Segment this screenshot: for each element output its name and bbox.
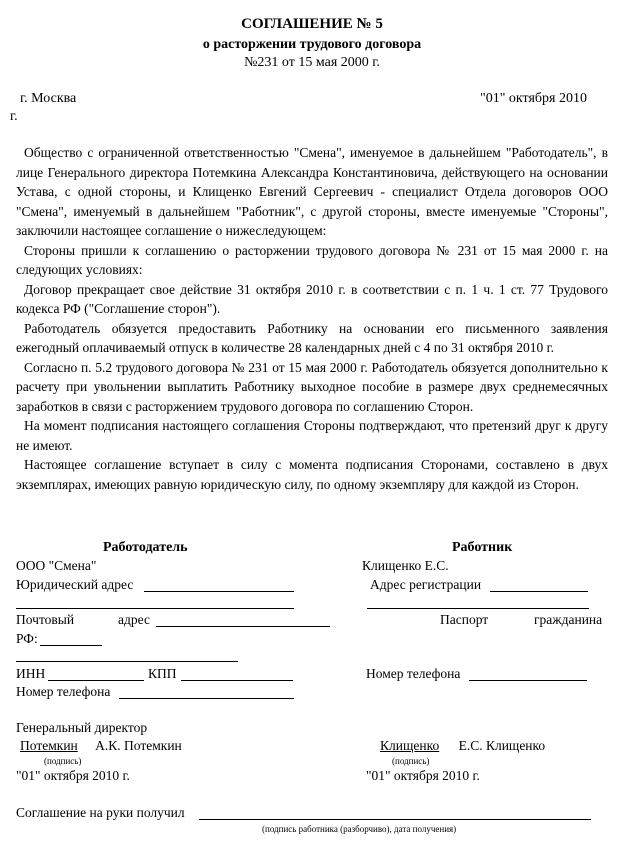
paragraph-terms-intro: Стороны пришли к соглашению о расторжении трудового договора № 231 от 15 мая 2000 г. на следующих условиях: xyxy=(16,242,608,277)
paragraph-no-claims: На момент подписания настоящего соглашения Стороны подтверждают, что претензий друг к другу не имеют. xyxy=(16,418,608,453)
employee-name: Клищенко Е.С. xyxy=(362,558,449,573)
receipt-signature-line[interactable] xyxy=(199,819,591,820)
paragraph-severance: Согласно п. 5.2 трудового договора № 231 от 15 мая 2000 г. Работодатель обязуется дополнительно к расчету при увольнении выплатить Работнику выходное пособие в размере двух среднемесячных заработков в связи с расторжением трудового договора по соглашению Сторон. xyxy=(16,359,608,414)
employee-date: "01" октября 2010 г. xyxy=(366,768,480,783)
employee-sign-caption: (подпись) xyxy=(392,756,430,766)
paragraph-termination: Договор прекращает свое действие 31 октября 2010 г. в соответствии с п. 1 ч. 1 ст. 77 Трудового кодекса РФ ("Соглашение сторон"). xyxy=(16,281,608,316)
employee-phone-line[interactable] xyxy=(469,680,587,681)
registration-label: Адрес регистрации xyxy=(370,577,482,592)
employer-date: "01" октября 2010 г. xyxy=(16,768,130,783)
employee-signature[interactable] xyxy=(366,738,545,754)
citizen-label: гражданина xyxy=(534,612,603,627)
postal-address-line[interactable] xyxy=(156,626,330,627)
employer-signature-value: Потемкин xyxy=(20,738,78,753)
legal-address-line[interactable] xyxy=(144,591,294,592)
agreement-body xyxy=(16,143,608,494)
employer-signature-name: А.К. Потемкин xyxy=(95,738,182,753)
document-title: СОГЛАШЕНИЕ № 5 xyxy=(241,16,383,32)
employee-signature-value: Клищенко xyxy=(380,738,440,753)
employer-heading: Работодатель xyxy=(103,540,188,555)
city: г. Москва xyxy=(20,91,77,106)
employer-blank-line[interactable] xyxy=(16,661,238,662)
employer-sign-caption: (подпись) xyxy=(44,756,82,766)
passport-label: Паспорт xyxy=(440,612,489,627)
employer-name: ООО "Смена" xyxy=(16,558,97,573)
document-subtitle: о расторжении трудового договора xyxy=(202,37,422,52)
paragraph-effective: Настоящее соглашение вступает в силу с момента подписания Сторонами, составлено в двух экземплярах, имеющих равную юридическую силу, по одному экземпляру для каждой из Сторон. xyxy=(16,457,608,492)
registration-line[interactable] xyxy=(490,591,588,592)
employer-phone-line[interactable] xyxy=(119,698,294,699)
inn-label: ИНН xyxy=(16,666,46,681)
employee-phone-label: Номер телефона xyxy=(366,666,461,681)
paragraph-parties: Общество с ограниченной ответственностью "Смена", именуемое в дальнейшем "Работодатель", в лице Генерального директора Потемкина Александра Константиновича, действующего на основании Устава, с одной стороны, и Клищенко Евгений Сергеевич - специалист Отдела договоров ООО "Смена", именуемый в дальнейшем "Работник", с другой стороны, вместе именуемые "Стороны", заключили настоящее соглашение о нижеследующем: xyxy=(16,145,608,238)
legal-address-label: Юридический адрес xyxy=(16,577,134,592)
paragraph-vacation: Работодатель обязуется предоставить Работнику на основании его письменного заявления ежегодный оплачиваемый отпуск в количестве 28 календарных дней с 4 по 31 октября 2010 г. xyxy=(16,320,608,355)
postal-address-label: адрес xyxy=(118,612,150,627)
city-suffix: г. xyxy=(10,109,18,124)
employee-signature-name: Е.С. Клищенко xyxy=(458,738,546,753)
director-title: Генеральный директор xyxy=(16,720,148,735)
kpp-line[interactable] xyxy=(181,680,293,681)
employer-signature[interactable] xyxy=(16,738,182,754)
legal-address-line-2[interactable] xyxy=(16,608,294,609)
postal-label: Почтовый xyxy=(16,612,75,627)
rf-label: РФ: xyxy=(16,631,38,646)
contract-reference: №231 от 15 мая 2000 г. xyxy=(244,55,380,70)
employee-heading: Работник xyxy=(452,540,513,555)
registration-line-2[interactable] xyxy=(367,608,589,609)
kpp-label: КПП xyxy=(148,666,177,681)
receipt-label: Соглашение на руки получил xyxy=(16,805,185,820)
agreement-date: "01" октября 2010 xyxy=(480,91,587,106)
receipt-caption: (подпись работника (разборчиво), дата получения) xyxy=(262,824,457,834)
inn-line[interactable] xyxy=(48,680,144,681)
employer-phone-label: Номер телефона xyxy=(16,684,111,699)
rf-line[interactable] xyxy=(40,645,102,646)
